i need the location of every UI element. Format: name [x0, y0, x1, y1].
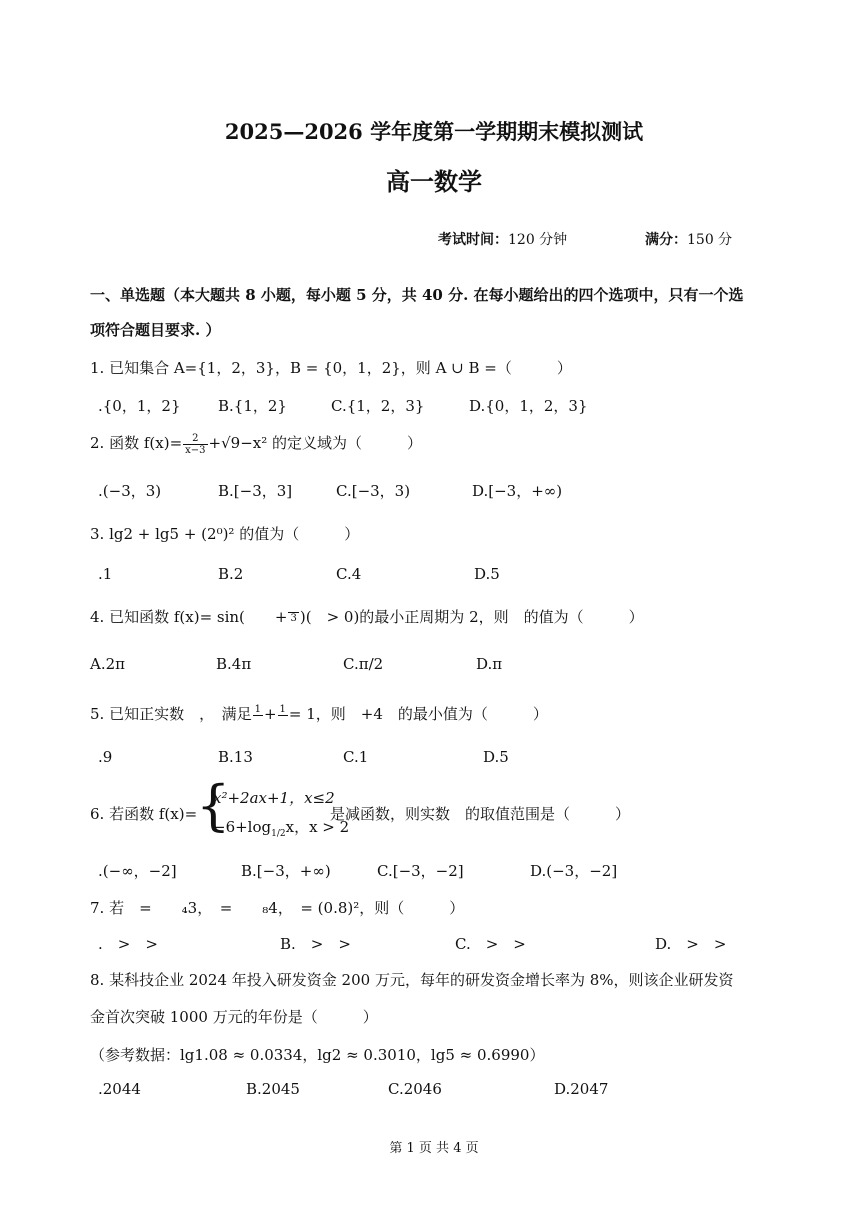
q3-option-b: B.2	[218, 565, 244, 583]
question-3-stem: 3. lg2 + lg5 + (2⁰)² 的值为（ ）	[90, 525, 360, 543]
question-8-stem-line2: 金首次突破 1000 万元的年份是（ ）	[90, 1008, 378, 1026]
q2-option-a: .(−3，3)	[98, 482, 162, 500]
q5-frac2-num: 1	[279, 703, 286, 715]
question-4-stem	[90, 606, 644, 627]
q4-fraction	[288, 612, 298, 624]
q7-option-d: D. > >	[655, 935, 727, 953]
q5-option-a: .9	[98, 748, 113, 766]
q1-option-c: C.{1，2，3}	[331, 397, 425, 415]
score-label: 满分：	[645, 232, 687, 248]
question-1-stem: 1. 已知集合 A={1，2，3}，B = {0，1，2}，则 A ∪ B =（ ）	[90, 359, 572, 377]
q7-option-a: . > >	[98, 935, 158, 953]
q6-case2-tail: x，x > 2	[285, 818, 350, 836]
q6-option-d: D.(−3，−2]	[530, 862, 618, 880]
q7-option-b: B. > >	[280, 935, 351, 953]
question-8-stem-line1: 8. 某科技企业 2024 年投入研发资金 200 万元，每年的研发资金增长率为 8%，则该企业研发资	[90, 971, 734, 989]
q4-stem-suffix: )( > 0)的最小正周期为 2，则 的值为（ ）	[299, 608, 644, 626]
q4-option-c: C.π/2	[343, 655, 384, 673]
subject-title: 高一数学	[386, 167, 482, 196]
q8-option-a: .2044	[98, 1080, 141, 1098]
q6-log-base: 1/2	[271, 829, 286, 839]
q6-case2-head: −6+log	[213, 818, 272, 836]
q4-frac-den: 3	[290, 613, 297, 624]
q3-option-a: .1	[98, 565, 113, 583]
q7-option-c: C. > >	[455, 935, 526, 953]
q5-option-b: B.13	[218, 748, 253, 766]
q5-stem-prefix: 5. 已知正实数 ， 满足	[90, 705, 252, 723]
question-2-stem	[90, 432, 422, 456]
q6-option-a: .(−∞，−2]	[98, 862, 177, 880]
q3-option-c: C.4	[336, 565, 362, 583]
q5-stem-suffix: = 1，则 +4 的最小值为（ ）	[288, 705, 548, 723]
q6-stem-suffix: 是减函数，则实数 的取值范围是（ ）	[330, 805, 631, 823]
q4-option-a: A.2π	[90, 655, 126, 673]
q8-option-b: B.2045	[246, 1080, 300, 1098]
q2-option-d: D.[−3，+∞)	[472, 482, 563, 500]
score-value: 150 分	[687, 232, 733, 248]
q6-option-c: C.[−3，−2]	[377, 862, 464, 880]
section-heading-line2: 项符合题目要求. ）	[90, 321, 221, 339]
page-footer: 第 1 页 共 4 页	[389, 1141, 479, 1156]
q5-frac1-num: 1	[254, 703, 261, 715]
q8-option-c: C.2046	[388, 1080, 442, 1098]
q2-stem-suffix: +√9−x² 的定义域为（ ）	[208, 434, 423, 452]
q6-case-1: x²+2ax+1，x≤2	[213, 789, 335, 807]
q5-option-c: C.1	[343, 748, 369, 766]
q1-option-b: B.{1，2}	[218, 397, 287, 415]
q2-stem-prefix: 2. 函数 f(x)=	[90, 434, 183, 452]
q2-fraction	[183, 433, 207, 456]
q4-option-d: D.π	[476, 655, 503, 673]
piecewise-brace: {	[196, 774, 231, 837]
q5-option-d: D.5	[483, 748, 509, 766]
q4-stem-prefix: 4. 已知函数 f(x)= sin( +	[90, 608, 288, 626]
q6-stem-prefix: 6. 若函数 f(x)=	[90, 805, 198, 823]
time-label: 考试时间：	[438, 232, 508, 248]
q2-option-c: C.[−3，3)	[336, 482, 411, 500]
q8-option-d: D.2047	[554, 1080, 609, 1098]
q5-fraction-2	[278, 704, 288, 727]
q6-case-2	[213, 816, 349, 839]
q3-option-d: D.5	[474, 565, 500, 583]
q1-option-a: .{0，1，2}	[98, 397, 181, 415]
question-7-stem: 7. 若 = ₄3， = ₈4， = (0.8)²，则（ ）	[90, 899, 465, 917]
q2-frac-den: x−3	[185, 444, 206, 456]
q1-option-d: D.{0，1，2，3}	[469, 397, 588, 415]
exam-time	[438, 229, 567, 249]
section-heading-line1: 一、单选题（本大题共 8 小题，每小题 5 分，共 40 分. 在每小题给出的四个选项中，只有一个选	[90, 286, 744, 304]
q2-frac-num: 2	[183, 433, 207, 445]
question-5-stem: 5. 已知正实数 ， 满足 1 + 1 = 1，则 +4 的最小值为（ ）	[90, 703, 548, 727]
question-8-reference: （参考数据：lg1.08 ≈ 0.0334，lg2 ≈ 0.3010，lg5 ≈ 0.6990）	[90, 1046, 545, 1064]
q6-option-b: B.[−3，+∞)	[241, 862, 331, 880]
q4-option-b: B.4π	[216, 655, 252, 673]
q2-option-b: B.[−3，3]	[218, 482, 293, 500]
exam-title: 2025—2026 学年度第一学期期末模拟测试	[224, 119, 644, 144]
q5-fraction-1	[253, 704, 263, 727]
full-score	[645, 229, 732, 249]
time-value: 120 分钟	[508, 232, 568, 248]
